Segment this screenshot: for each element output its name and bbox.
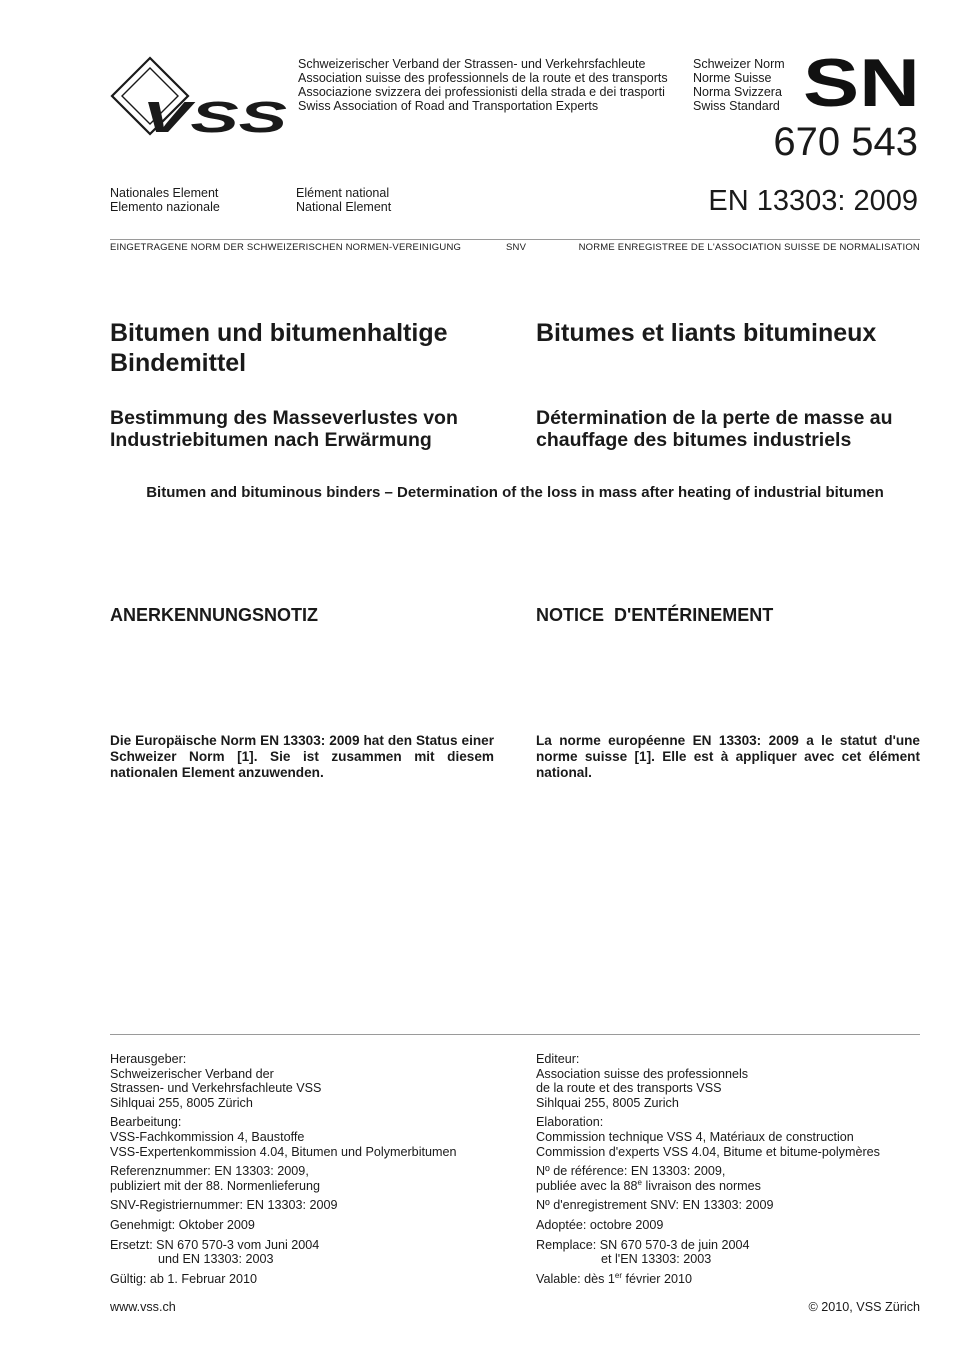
standard-type-list <box>693 57 785 113</box>
copyright: © 2010, VSS Zürich <box>808 1300 920 1314</box>
valid-de: Gültig: ab 1. Februar 2010 <box>110 1271 258 1286</box>
subtitle-de: Bestimmung des Masseverlustes von Industriebitumen nach Erwärmung <box>110 407 458 451</box>
footer-de <box>110 1052 520 1291</box>
reference-fr-sup: e <box>637 1177 642 1187</box>
valid-fr-date: février 2010 <box>622 1271 693 1286</box>
reference-fr <box>536 1164 936 1193</box>
national-element-fr: Elément national <box>296 186 390 200</box>
reference-fr-line1: Nº de référence: EN 13303: 2009, <box>536 1164 726 1179</box>
replaces-fr: Remplace: SN 670 570-3 de juin 2004 et l'EN 13303: 2003 <box>536 1237 750 1267</box>
national-element-right <box>296 186 391 214</box>
registration-number-de: SNV-Registriernummer: EN 13303: 2009 <box>110 1198 338 1213</box>
sn-mark-text: SN <box>803 56 920 108</box>
subtitle-fr: Détermination de la perte de masse au chauffage des bitumes industriels <box>536 407 893 451</box>
association-names <box>298 57 668 113</box>
website-link[interactable]: www.vss.ch <box>110 1300 176 1314</box>
valid-fr <box>536 1272 936 1287</box>
vss-logo <box>110 56 290 142</box>
standard-type-it: Norma Svizzera <box>693 85 782 99</box>
national-element-en: National Element <box>296 200 392 214</box>
national-element-left <box>110 186 220 214</box>
national-element-it: Elemento nazionale <box>110 200 220 214</box>
association-name-de: Schweizerischer Verband der Strassen- und Verkehrsfachleute <box>298 57 646 71</box>
notice-heading-fr: NOTICE D'ENTÉRINEMENT <box>536 605 774 625</box>
sn-number: 670 543 <box>773 120 918 164</box>
association-name-fr: Association suisse des professionnels de la route et des transports <box>298 71 668 85</box>
title-de: Bitumen und bitumenhaltige Bindemittel <box>110 319 448 377</box>
reference-fr-line2-end: livraison des normes <box>641 1178 761 1193</box>
standard-type-fr: Norme Suisse <box>693 71 772 85</box>
adopted-fr: Adoptée: octobre 2009 <box>536 1217 664 1232</box>
notice-body-de: Die Europäische Norm EN 13303: 2009 hat den Status einer Schweizer Norm [1]. Sie ist zusammen mit diesem nationalen Element anzuwenden. <box>110 733 494 780</box>
association-name-en: Swiss Association of Road and Transportation Experts <box>298 99 599 113</box>
header-divider <box>110 239 920 240</box>
logo-text: VSS <box>142 93 287 142</box>
elaboration-de: Bearbeitung: VSS-Fachkommission 4, Baustoffe VSS-Expertenkommission 4.04, Bitumen und Polymerbitumen <box>110 1115 457 1159</box>
notice-heading-de: ANERKENNUNGSNOTIZ <box>110 605 319 625</box>
registration-fr: NORME ENREGISTREE DE L'ASSOCIATION SUISSE DE NORMALISATION <box>578 242 920 253</box>
sn-mark <box>803 56 920 108</box>
valid-fr-text: Valable: dès 1 <box>536 1271 615 1286</box>
standard-type-de: Schweizer Norm <box>693 57 785 71</box>
valid-fr-sup: er <box>614 1270 623 1280</box>
footer-fr <box>536 1052 936 1291</box>
reference-de: Referenznummer: EN 13303: 2009, publiziert mit der 88. Normenlieferung <box>110 1164 320 1193</box>
association-name-it: Associazione svizzera dei professionisti della strada e dei trasporti <box>298 85 665 99</box>
title-fr: Bitumes et liants bitumineux <box>536 319 877 347</box>
footer-divider <box>110 1034 920 1035</box>
notice-body-fr: La norme européenne EN 13303: 2009 a le statut d'une norme suisse [1]. Elle est à appliquer avec cet élément national. <box>536 733 920 780</box>
reference-fr-line2: publiée avec la 88 <box>536 1178 638 1193</box>
registration-number-fr: Nº d'enregistrement SNV: EN 13303: 2009 <box>536 1198 774 1213</box>
publisher-fr: Editeur: Association suisse des professionnels de la route et des transports VSS Sihlquai 255, 8005 Zurich <box>536 1052 749 1110</box>
replaces-de: Ersetzt: SN 670 570-3 vom Juni 2004 und EN 13303: 2003 <box>110 1237 320 1267</box>
standard-type-en: Swiss Standard <box>693 99 780 113</box>
approved-de: Genehmigt: Oktober 2009 <box>110 1217 255 1232</box>
registration-snv: SNV <box>506 242 527 253</box>
title-en: Bitumen and bituminous binders – Determination of the loss in mass after heating of industrial bitumen <box>146 484 884 501</box>
registration-de: EINGETRAGENE NORM DER SCHWEIZERISCHEN NORMEN-VEREINIGUNG <box>110 242 462 253</box>
en-reference: EN 13303: 2009 <box>708 185 918 217</box>
elaboration-fr: Elaboration: Commission technique VSS 4, Matériaux de construction Commission d'experts VSS 4.04, Bitume et bitume-polymères <box>536 1115 880 1159</box>
national-element-de: Nationales Element <box>110 186 219 200</box>
publisher-de: Herausgeber: Schweizerischer Verband der Strassen- und Verkehrsfachleute VSS Sihlquai 255, 8005 Zürich <box>110 1052 322 1110</box>
